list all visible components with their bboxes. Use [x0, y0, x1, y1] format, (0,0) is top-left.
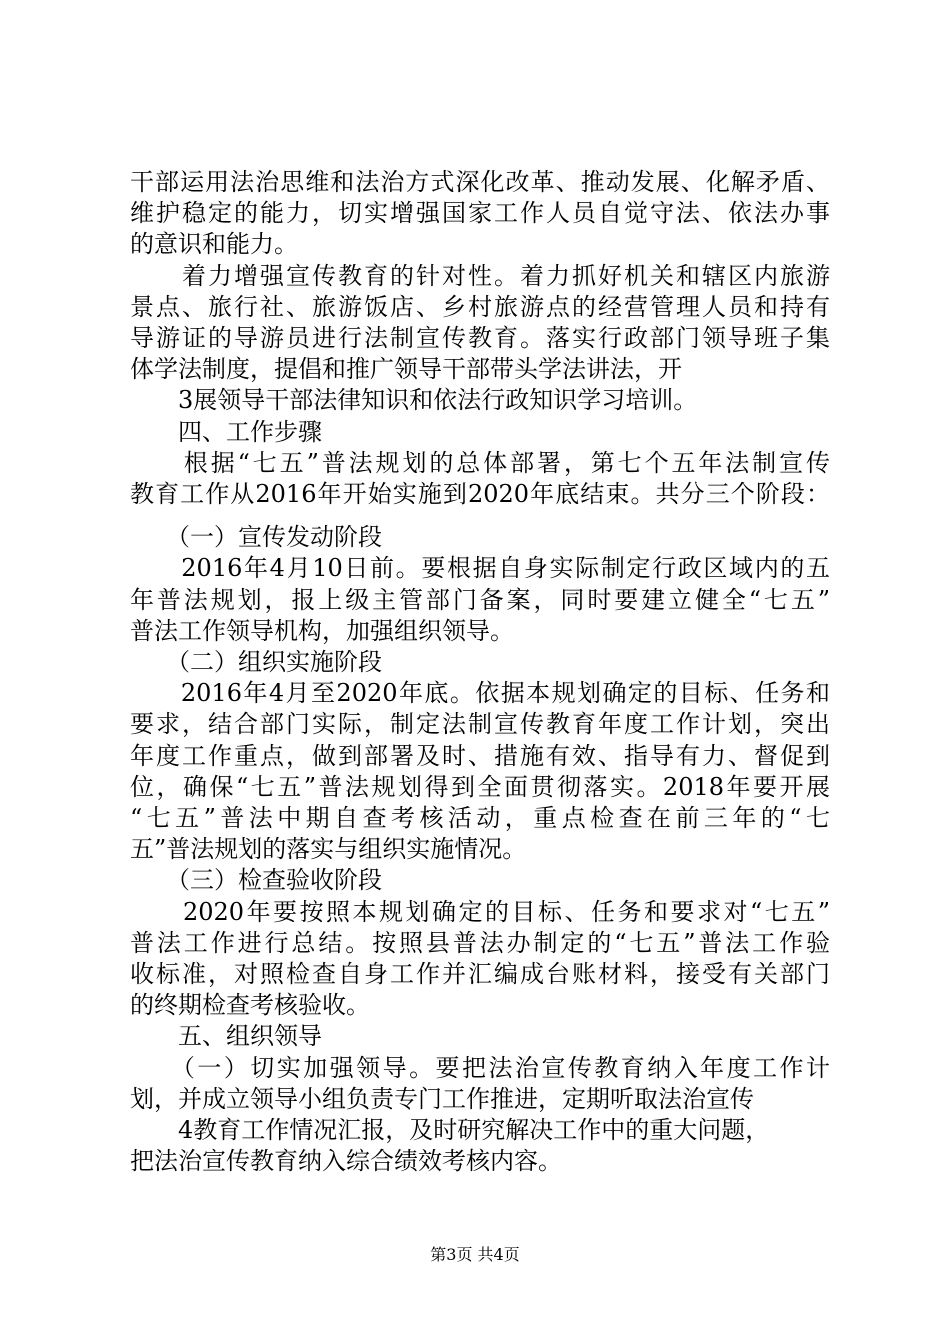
body-line: 3展领导干部法律知识和依法行政知识学习培训。 [130, 386, 698, 415]
body-line: 年度工作重点，做到部署及时、措施有效、指导有力、督促到 [130, 741, 830, 770]
body-line: 着力增强宣传教育的针对性。着力抓好机关和辖区内旅游 [130, 261, 830, 290]
body-line: 2016年4月10日前。要根据自身实际制定行政区域内的五 [130, 554, 830, 583]
body-line: 要求，结合部门实际，制定法制宣传教育年度工作计划，突出 [130, 710, 830, 739]
body-line: 年普法规划，报上级主管部门备案，同时要建立健全“七五” [130, 585, 830, 614]
body-line: 收标准，对照检查自身工作并汇编成台账材料，接受有关部门 [130, 960, 830, 988]
body-line: 景点、旅行社、旅游饭店、乡村旅游点的经营管理人员和持有 [130, 292, 830, 321]
body-line: 普法工作领导机构，加强组织领导。 [130, 616, 514, 645]
section-heading: 四、工作步骤 [130, 417, 322, 446]
body-line: 2016年4月至2020年底。依据本规划确定的目标、任务和 [130, 679, 830, 708]
page-footer: 第3页 共4页 [430, 1245, 520, 1264]
body-line: 干部运用法治思维和法治方式深化改革、推动发展、化解矛盾、 [130, 168, 830, 196]
body-line: 把法治宣传教育纳入综合绩效考核内容。 [130, 1147, 562, 1176]
body-line: 2020年要按照本规划确定的目标、任务和要求对“七五” [130, 897, 830, 926]
body-line: 普法工作进行总结。按照县普法办制定的“七五”普法工作验 [130, 928, 830, 957]
body-line: “七五”普法中期自查考核活动，重点检查在前三年的“七 [130, 804, 830, 832]
body-line: 4教育工作情况汇报，及时研究解决工作中的重大问题， [130, 1116, 770, 1144]
body-line: （一）切实加强领导。要把法治宣传教育纳入年度工作计 [130, 1053, 830, 1082]
subsection-heading: （一）宣传发动阶段 [130, 523, 382, 552]
body-line: 维护稳定的能力，切实增强国家工作人员自觉守法、依法办事 [130, 199, 830, 228]
body-line: 导游证的导游员进行法制宣传教育。落实行政部门领导班子集 [130, 324, 830, 352]
body-line: 位，确保“七五”普法规划得到全面贯彻落实。2018年要开展 [130, 772, 830, 801]
subsection-heading: （三）检查验收阶段 [130, 866, 382, 895]
body-line: 的终期检查考核验收。 [130, 991, 370, 1020]
body-line: 划，并成立领导小组负责专门工作推进，定期听取法治宣传 [130, 1084, 754, 1113]
subsection-heading: （二）组织实施阶段 [130, 648, 382, 676]
body-line: 五”普法规划的落实与组织实施情况。 [130, 835, 527, 864]
section-heading: 五、组织领导 [130, 1022, 322, 1051]
body-line: 教育工作从2016年开始实施到2020年底结束。共分三个阶段： [130, 480, 830, 508]
body-line: 根据“七五”普法规划的总体部署，第七个五年法制宣传 [130, 448, 830, 477]
body-line: 的意识和能力。 [130, 230, 298, 259]
body-line: 体学法制度，提倡和推广领导干部带头学法讲法，开 [130, 355, 682, 384]
